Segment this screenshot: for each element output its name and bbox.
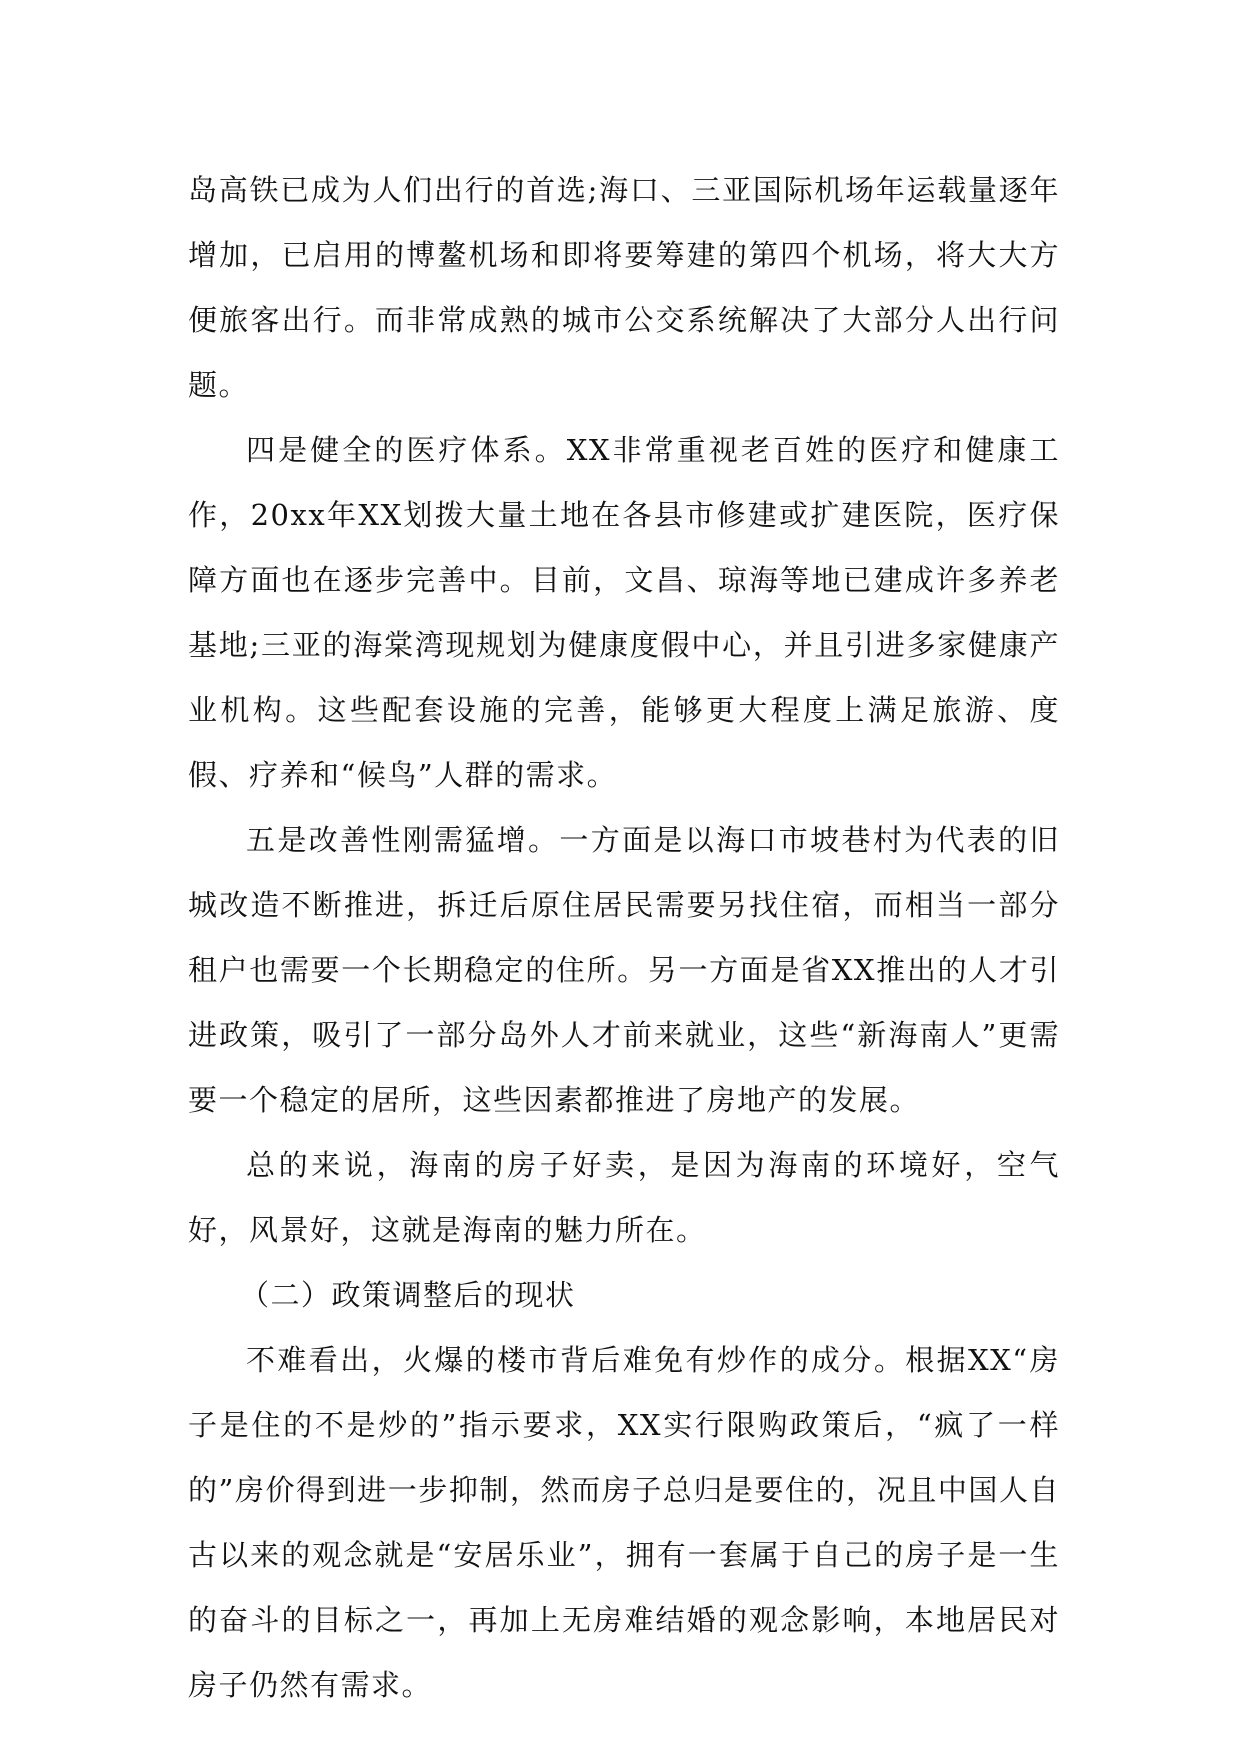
paragraph-transport: 岛高铁已成为人们出行的首选;海口、三亚国际机场年运载量逐年增加，已启用的博鳌机场和即将要筹建的第四个机场，将大大方便旅客出行。而非常成熟的城市公交系统解决了大部分人出行问题。 [188,173,1060,402]
section-heading-policy-status: （二）政策调整后的现状 [240,1278,576,1312]
paragraph-medical-system: 四是健全的医疗体系。XX非常重视老百姓的医疗和健康工作，20xx年XX划拨大量土地在各县市修建或扩建医院，医疗保障方面也在逐步完善中。目前，文昌、琼海等地已建成许多养老基地;三亚的海棠湾现规划为健康度假中心，并且引进多家健康产业机构。这些配套设施的完善，能够更大程度上满足旅游、度假、疗养和“候鸟”人群的需求。 [188,433,1060,792]
document-body [188,158,1060,1718]
paragraph-summary: 总的来说，海南的房子好卖，是因为海南的环境好，空气好，风景好，这就是海南的魅力所在。 [188,1148,1060,1247]
paragraph-housing-demand: 五是改善性刚需猛增。一方面是以海口市坡巷村为代表的旧城改造不断推进，拆迁后原住居民需要另找住宿，而相当一部分租户也需要一个长期稳定的住所。另一方面是省XX推出的人才引进政策，吸引了一部分岛外人才前来就业，这些“新海南人”更需要一个稳定的居所，这些因素都推进了房地产的发展。 [188,823,1060,1117]
paragraph-policy-status: 不难看出，火爆的楼市背后难免有炒作的成分。根据XX“房子是住的不是炒的”指示要求，XX实行限购政策后，“疯了一样的”房价得到进一步抑制，然而房子总归是要住的，况且中国人自古以来的观念就是“安居乐业”，拥有一套属于自己的房子是一生的奋斗的目标之一，再加上无房难结婚的观念影响，本地居民对房子仍然有需求。 [188,1343,1060,1702]
